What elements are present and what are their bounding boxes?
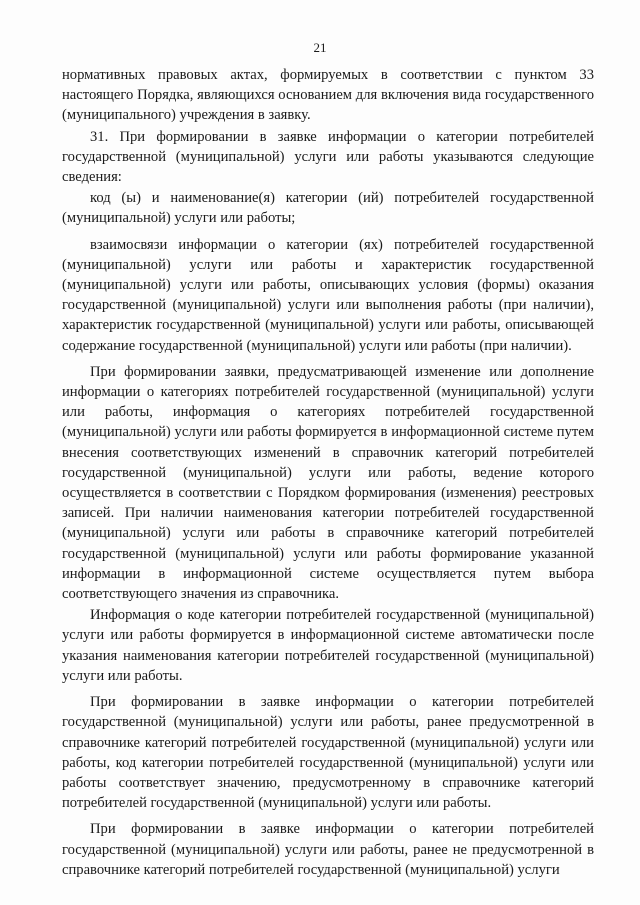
paragraph-code-info: Информация о коде категории потребителей государственной (муниципальной) услуги или работы формируется в информационной системе автоматически после указания наименования категории потребителей государственной (муниципальной) услуги или работы. xyxy=(62,607,594,684)
paragraph-change-request: При формировании заявки, предусматривающей изменение или дополнение информации о категориях потребителей государственной (муниципальной) услуги или работы, информация о категориях потребителей государственной (муниципальной) услуги или работы формируется в информационной системе путем внесения соответствующих изменений в справочник категорий потребителей государственной (муниципальной) услуги или работы, ведение которого осуществляется в соответствии с Порядком формирования (изменения) реестровых записей. При наличии наименования категории потребителей государственной (муниципальной) услуги или работы в справочнике категорий потребителей государственной (муниципальной) услуги или работы формирование указанной информации в информационной системе осуществляется путем выбора соответствующего значения из справочника. xyxy=(62,363,594,603)
paragraph-code-and-name: код (ы) и наименование(я) категории (ий) потребителей государственной (муниципальной) услуги или работы; xyxy=(62,190,594,227)
document-body xyxy=(62,65,594,880)
paragraph-previously-provided: При формировании в заявке информации о категории потребителей государственной (муниципальной) услуги или работы, ранее предусмотренной в справочнике категорий потребителей государственной (муниципальной) услуги или работы, код категории потребителей государственной (муниципальной) услуги или работы соответствует значению, предусмотренному в справочнике категорий потребителей государственной (муниципальной) услуги или работы. xyxy=(62,694,594,812)
page-number: 21 xyxy=(313,40,327,55)
paragraph-item-31: 31. При формировании в заявке информации о категории потребителей государственной (муниципальной) услуги или работы указываются следующие сведения: xyxy=(62,128,594,186)
paragraph-continuation: нормативных правовых актах, формируемых в соответствии с пунктом 33 настоящего Порядка, являющихся основанием для включения вида государственного (муниципального) учреждения в заявку. xyxy=(62,67,594,124)
paragraph-relationships: взаимосвязи информации о категории (ях) потребителей государственной (муниципальной) услуги или работы и характеристик государственной (муниципальной) услуги или работы, описывающих условия (формы) оказания государственной (муниципальной) услуги или выполнения работы (при наличии), характеристик государственной (муниципальной) услуги или работы, описывающей содержание государственной (муниципальной) услуги или работы (при наличии). xyxy=(62,236,594,354)
paragraph-not-previously-provided: При формировании в заявке информации о категории потребителей государственной (муниципальной) услуги или работы, ранее не предусмотренной в справочнике категорий потребителей государственной (муниципальной) услуги xyxy=(62,821,594,878)
